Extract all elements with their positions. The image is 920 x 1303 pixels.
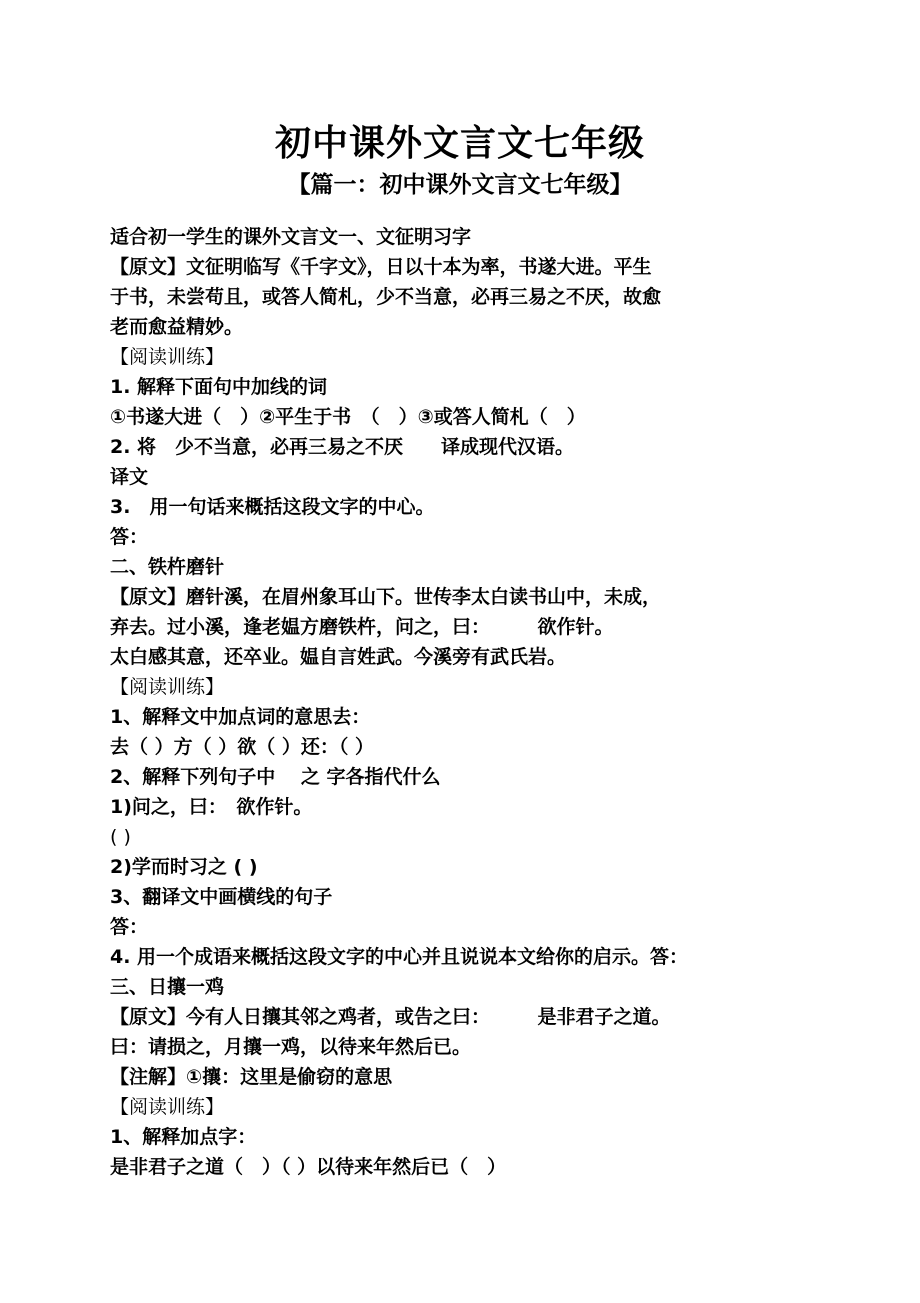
question-line: 1、解释文中加点词的意思去： [110,706,371,728]
question-line: 2. 将 少不当意，必再三易之不厌 译成现代汉语。 [110,436,575,458]
question-line: ①书遂大进（ ）②平生于书 （ ）③或答人简札（ ） [110,406,586,428]
question-line: 3、翻译文中画横线的句子 [110,886,333,908]
text-line: 【原文】文征明临写《千字文》，日以十本为率，书遂大进。平生 [110,256,652,278]
section-heading: 适合初一学生的课外文言文一、文征明习字 [110,226,472,248]
text-line: 于书，未尝苟且，或答人简札，少不当意，必再三易之不厌，故愈 [110,286,662,308]
answer-line: 答： [110,916,149,938]
note-line: 【注解】①攘：这里是偷窃的意思 [110,1066,393,1088]
question-line: 1)问之，曰： 欲作针。 [110,796,313,818]
text-line: 【原文】今有人日攘其邻之鸡者，或告之曰： 是非君子之道。 [110,1006,671,1028]
answer-line: ( ) [110,826,131,848]
section-heading: 三、日攘一鸡 [110,976,225,998]
document-subtitle: 【篇一：初中课外文言文七年级】 [287,172,633,198]
question-line: 是非君子之道（ ）（ ）以待来年然后已（ ） [110,1156,507,1178]
text-line: 弃去。过小溪，逢老媪方磨铁杵，问之，曰： 欲作针。 [110,616,614,638]
exercise-heading: 【阅读训练】 [110,676,225,698]
text-line: 曰：请损之，月攘一鸡，以待来年然后已。 [110,1036,472,1058]
text-line: 太白感其意，还卒业。媪自言姓武。今溪旁有武氏岩。 [110,646,567,668]
text-line: 【原文】磨针溪，在眉州象耳山下。世传李太白读书山中，未成， [110,586,662,608]
exercise-heading: 【阅读训练】 [110,1096,225,1118]
text-line: 译文 [110,466,149,488]
question-line: 1、解释加点字： [110,1126,257,1148]
document-body [110,222,830,1182]
question-line: 2、解释下列句子中 之 字各指代什么 [110,766,441,788]
text-line: 老而愈益精妙。 [110,316,244,338]
exercise-heading: 【阅读训练】 [110,346,225,368]
question-line: 去（ ）方（ ）欲（ ）还：（ ） [110,736,374,758]
section-heading: 二、铁杵磨针 [110,556,225,578]
answer-line: 答： [110,526,149,548]
question-line: 1. 解释下面句中加线的词 [110,376,328,398]
document-title: 初中课外文言文七年级 [274,123,645,164]
question-line: 3. 用一句话来概括这段文字的中心。 [110,496,435,518]
question-line: 4. 用一个成语来概括这段文字的中心并且说说本文给你的启示。答： [110,946,689,968]
question-line: 2)学而时习之 ( ) [110,856,258,878]
